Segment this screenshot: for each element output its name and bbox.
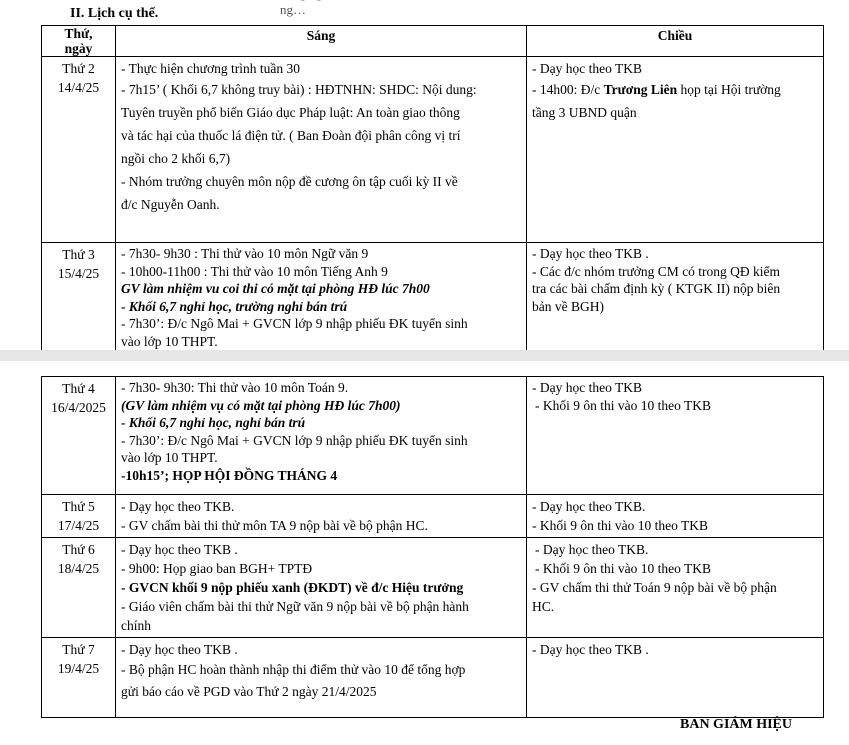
morning-cell: - 7h30- 9h30 : Thi thử vào 10 môn Ngữ văn 9 - 10h00-11h00 : Thi thử vào 10 môn Tiếng Anh 9 GV làm nhiệm vu coi thi có mặt tại phòng HĐ lúc 7h00 - Khối 6,7 nghỉ học, trường nghỉ bán trú - 7h30’: Đ/c Ngô Mai + GVCN lớp 9 nhập phiếu ĐK tuyển sinh vào lớp 10 THPT.: [116, 243, 527, 361]
morning-cell: - Dạy học theo TKB . - Bộ phận HC hoàn thành nhập thi điểm thử vào 10 để tổng hợp gửi báo cáo về PGD vào Thứ 2 ngày 21/4/2025: [116, 638, 527, 718]
day-cell: Thứ 6 18/4/25: [42, 538, 116, 638]
table-header-row: [42, 26, 824, 57]
table-row: [42, 57, 824, 243]
morning-cell: - Dạy học theo TKB. - GV chấm bài thi thử môn TA 9 nộp bài về bộ phận HC.: [116, 495, 527, 538]
afternoon-cell: - Dạy học theo TKB. - Khối 9 ôn thi vào 10 theo TKB: [527, 495, 824, 538]
day-cell: Thứ 2 14/4/25: [42, 57, 116, 243]
table-row: [42, 495, 824, 538]
page-top: [0, 0, 849, 350]
afternoon-cell: - Dạy học theo TKB . - Các đ/c nhóm trưởng CM có trong QĐ kiểm tra các bài chấm định kỳ ( KTGK II) nộp biên bản về BGH): [527, 243, 824, 361]
table-row: [42, 377, 824, 495]
afternoon-cell: - Dạy học theo TKB - Khối 9 ôn thi vào 10 theo TKB: [527, 377, 824, 495]
afternoon-cell: - Dạy học theo TKB - 14h00: Đ/c Trương Liên họp tại Hội trường tầng 3 UBND quận: [527, 57, 824, 243]
section-title: II. Lịch cụ thể.: [70, 6, 159, 21]
page-break: [0, 350, 849, 361]
cut-off-text: ng…: [280, 2, 306, 17]
header-afternoon: Chiều: [527, 26, 824, 57]
morning-cell: - 7h30- 9h30: Thi thử vào 10 môn Toán 9. (GV làm nhiệm vụ có mặt tại phòng HĐ lúc 7h00) - Khối 6,7 nghỉ học, nghỉ bán trú - 7h30’: Đ/c Ngô Mai + GVCN lớp 9 nhập phiếu ĐK tuyển sinh vào lớp 10 THPT. -10h15’; HỌP HỘI ĐỒNG THÁNG 4: [116, 377, 527, 495]
morning-cell: - Thực hiện chương trình tuần 30 - 7h15’ ( Khối 6,7 không truy bài) : HĐTNHN: SHDC: Nội dung: Tuyên truyền phổ biến Giáo dục Pháp luật: An toàn giao thông và tác hại của thuốc lá điện tử. ( Ban Đoàn đội phân công vị trí ngồi cho 2 khối 6,7) - Nhóm trưởng chuyên môn nộp đề cương ôn tập cuối kỳ II về đ/c Nguyễn Oanh.: [116, 57, 527, 243]
morning-cell: - Dạy học theo TKB . - 9h00: Họp giao ban BGH+ TPTĐ - GVCN khối 9 nộp phiếu xanh (ĐKDT) về đ/c Hiệu trưởng - Giáo viên chấm bài thi thử Ngữ văn 9 nộp bài về bộ phận hành chính: [116, 538, 527, 638]
schedule-table-part1: [41, 25, 824, 361]
day-cell: Thứ 4 16/4/2025: [42, 377, 116, 495]
person-name: Trương Liên: [603, 82, 678, 97]
header-day: Thứ, ngày: [42, 26, 116, 57]
table-row: [42, 243, 824, 361]
afternoon-cell: - Dạy học theo TKB. - Khối 9 ôn thi vào 10 theo TKB - GV chấm thi thử Toán 9 nộp bài về bộ phận HC.: [527, 538, 824, 638]
afternoon-cell: - Dạy học theo TKB .: [527, 638, 824, 718]
table-row: [42, 638, 824, 718]
day-cell: Thứ 7 19/4/25: [42, 638, 116, 718]
day-cell: Thứ 3 15/4/25: [42, 243, 116, 361]
signature-title: BAN GIÁM HIỆU: [680, 717, 793, 732]
schedule-table-part2: [41, 376, 824, 718]
table-row: [42, 538, 824, 638]
day-cell: Thứ 5 17/4/25: [42, 495, 116, 538]
header-morning: Sáng: [116, 26, 527, 57]
